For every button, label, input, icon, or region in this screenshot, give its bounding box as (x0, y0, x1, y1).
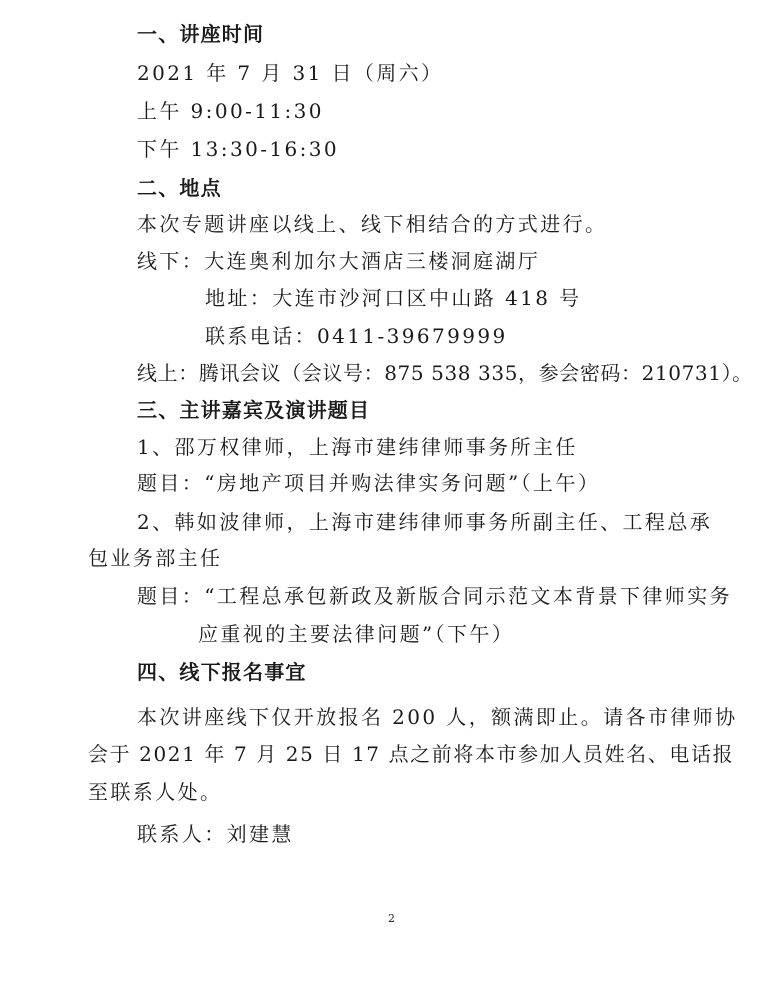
offline-venue: 线下：大连奥利加尔大酒店三楼洞庭湖厅 (137, 249, 541, 273)
section-heading-registration: 四、线下报名事宜 (137, 660, 307, 684)
registration-paragraph-line-3: 至联系人处。 (88, 780, 223, 804)
registration-paragraph-line-2: 会于 2021 年 7 月 25 日 17 点之前将本市参加人员姓名、电话报 (88, 742, 735, 766)
topic-1: 题目：“房地产项目并购法律实务问题”（上午） (137, 471, 601, 495)
venue-phone: 联系电话：0411-39679999 (205, 324, 508, 348)
speaker-2-line-2: 包业务部主任 (88, 546, 223, 570)
morning-session: 上午 9:00-11:30 (137, 99, 324, 123)
lecture-date: 2021 年 7 月 31 日（周六） (137, 61, 444, 85)
section-heading-location: 二、地点 (137, 176, 222, 200)
online-meeting: 线上：腾讯会议（会议号：875 538 335，参会密码：210731）。 (137, 361, 753, 385)
registration-paragraph-line-1: 本次讲座线下仅开放报名 200 人，额满即止。请各市律师协 (137, 705, 738, 729)
afternoon-session: 下午 13:30-16:30 (137, 137, 339, 161)
speaker-1: 1、邵万权律师，上海市建纬律师事务所主任 (137, 435, 578, 459)
topic-2-line-1: 题目：“工程总承包新政及新版合同示范文本背景下律师实务 (137, 584, 733, 608)
section-heading-time: 一、讲座时间 (137, 22, 265, 46)
speaker-2-line-1: 2、韩如波律师，上海市建纬律师事务所副主任、工程总承 (137, 510, 713, 534)
topic-2-line-2: 应重视的主要法律问题”（下午） (198, 622, 515, 646)
section-heading-speakers: 三、主讲嘉宾及演讲题目 (137, 398, 371, 422)
page-number: 2 (388, 912, 395, 925)
location-intro: 本次专题讲座以线上、线下相结合的方式进行。 (137, 212, 608, 236)
venue-address: 地址：大连市沙河口区中山路 418 号 (205, 286, 582, 310)
contact-person: 联系人：刘建慧 (137, 822, 294, 846)
